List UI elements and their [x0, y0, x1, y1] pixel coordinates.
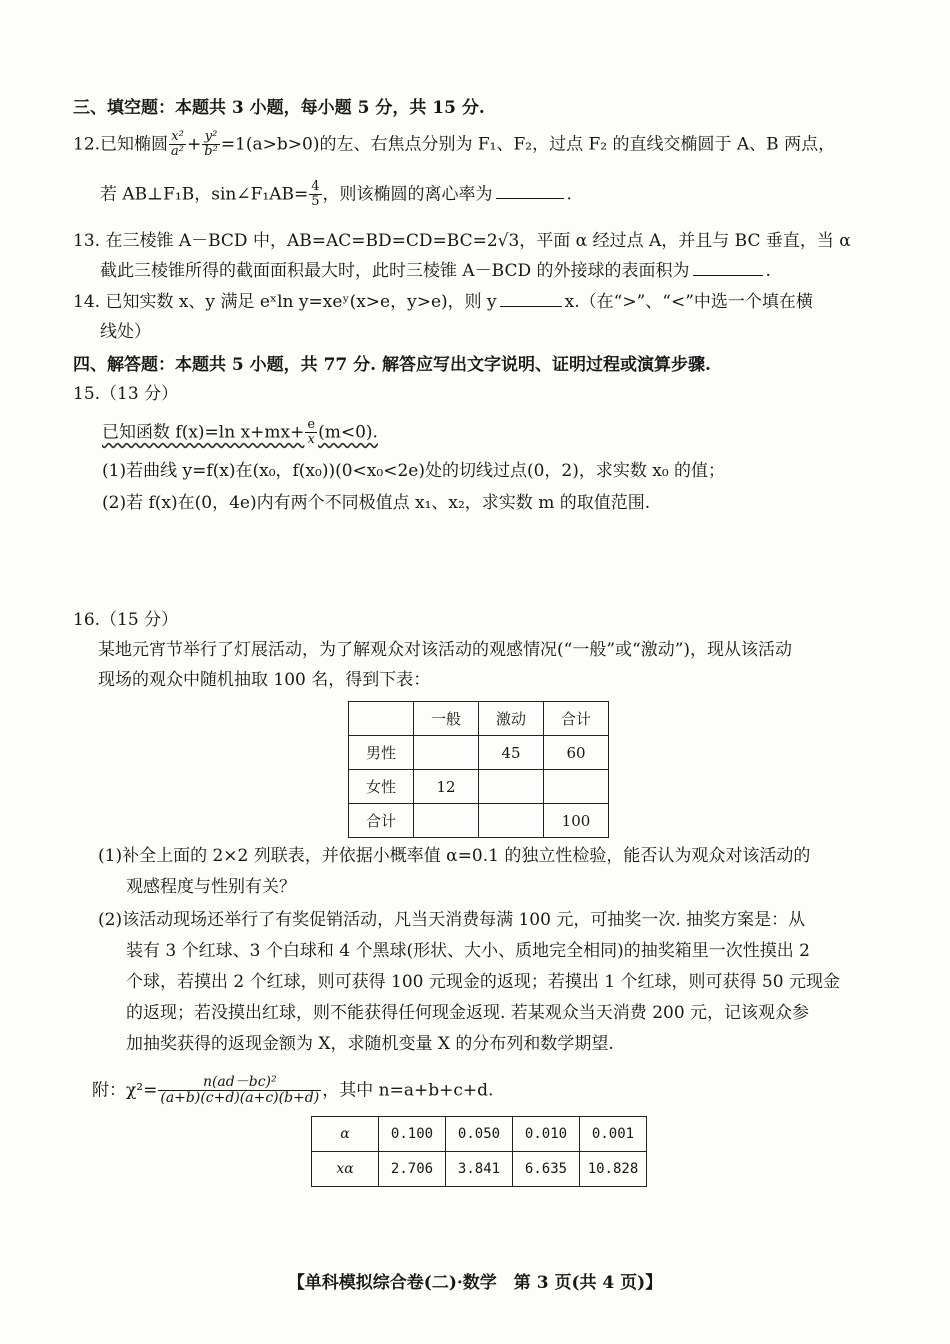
- table-row: [349, 770, 609, 804]
- q12-frac2: $\frac{\text{y²}}{\text{b²}}$: [204, 129, 218, 160]
- table-cell: 0.001: [580, 1117, 647, 1152]
- q12-pre: 已知椭圆: [100, 134, 169, 155]
- table-cell: [414, 804, 479, 838]
- table-row: [349, 702, 609, 736]
- q14-line2: 线处）: [100, 322, 151, 342]
- q13-answer-blank: [693, 261, 763, 276]
- table-cell: 一般: [414, 702, 479, 736]
- table-cell: [479, 804, 544, 838]
- chi-square-fraction: $\frac{\text{n(ad－bc)²}}{(a+b)(c+d)(a+c)(b+d)}$: [160, 1074, 320, 1107]
- table-cell: 0.100: [379, 1117, 446, 1152]
- q12-line1: 12.已知椭圆 $\frac{\text{x²}}{\text{a²}}$ + $\frac{\text{y²}}{\text{b²}}$ =1(a>b>0)的左、右焦点分别为 F₁、F₂，过点 F₂ 的直线交椭圆于 A、B 两点，: [73, 129, 836, 160]
- table-row: [312, 1117, 647, 1152]
- table-cell: [349, 702, 414, 736]
- table-cell: 60: [544, 736, 609, 770]
- q13-line1: 13. 在三棱锥 A－BCD 中，AB=AC=BD=CD=BC=2√3，平面 α 经过点 A，并且与 BC 垂直，当 α: [73, 231, 851, 251]
- table-cell: 100: [544, 804, 609, 838]
- q15-part2: (2)若 f(x)在(0，4e)内有两个不同极值点 x₁、x₂，求实数 m 的取值范围.: [102, 493, 651, 513]
- table-cell: 6.635: [513, 1152, 580, 1187]
- q15-frac: $\frac{e}{x}$: [307, 417, 316, 448]
- q16-part2-line2: 装有 3 个红球、3 个白球和 4 个黑球(形状、大小、质地完全相同)的抽奖箱里一次性摸出 2: [126, 941, 810, 961]
- q16-part2-line1: (2)该活动现场还举行了有奖促销活动，凡当天消费每满 100 元，可抽奖一次. 抽奖方案是：从: [98, 910, 806, 930]
- table-cell: 0.050: [446, 1117, 513, 1152]
- q12-line2: 若 AB⊥F₁B，sin∠F₁AB= $\frac{4}{5}$ ，则该椭圆的离心率为 .: [100, 179, 572, 210]
- q16-part2-line5: 加抽奖获得的返现金额为 X，求随机变量 X 的分布列和数学期望.: [126, 1034, 614, 1054]
- q12-number: 12.: [73, 134, 101, 155]
- q15-header: 15.（13 分）: [73, 384, 179, 404]
- q16-part1-line1: (1)补全上面的 2×2 列联表，并依据小概率值 α=0.1 的独立性检验，能否认为观众对该活动的: [98, 846, 811, 866]
- table-cell: 0.010: [513, 1117, 580, 1152]
- q12-frac1: $\frac{\text{x²}}{\text{a²}}$: [171, 129, 185, 160]
- q12-frac3: $\frac{4}{5}$: [311, 179, 320, 210]
- table-cell: 3.841: [446, 1152, 513, 1187]
- table-cell: 45: [479, 736, 544, 770]
- section-3-heading: 三、填空题：本题共 3 小题，每小题 5 分，共 15 分.: [73, 98, 485, 118]
- q15-part1: (1)若曲线 y=f(x)在(x₀，f(x₀))(0<x₀<2e)处的切线过点(0，2)，求实数 x₀ 的值；: [102, 461, 726, 481]
- q16-part2-line4: 的返现；若没摸出红球，则不能获得任何现金返现. 若某观众当天消费 200 元，记该观众参: [126, 1003, 810, 1023]
- table-cell: [544, 770, 609, 804]
- table-cell: 10.828: [580, 1152, 647, 1187]
- page-footer: 【单科模拟综合卷(二)·数学 第 3 页(共 4 页)】: [287, 1273, 663, 1293]
- table-row: [349, 804, 609, 838]
- q16-intro1: 某地元宵节举行了灯展活动，为了解观众对该活动的观感情况(“一般”或“激动”)，现从该活动: [98, 640, 793, 660]
- q16-part2-line3: 个球，若摸出 2 个红球，则可获得 100 元现金的返现；若摸出 1 个红球，则可获得 50 元现金: [126, 972, 840, 992]
- contingency-table: [348, 701, 609, 838]
- q16-intro2: 现场的观众中随机抽取 100 名，得到下表：: [98, 670, 431, 690]
- q16-header: 16.（15 分）: [73, 610, 179, 630]
- table-cell: [479, 770, 544, 804]
- q13-line2: 截此三棱锥所得的截面面积最大时，此时三棱锥 A－BCD 的外接球的表面积为 .: [100, 261, 771, 281]
- section-4-heading: 四、解答题：本题共 5 小题，共 77 分. 解答应写出文字说明、证明过程或演算步骤.: [73, 355, 711, 375]
- q16-part1-line2: 观感程度与性别有关？: [126, 877, 296, 897]
- table-row: [312, 1152, 647, 1187]
- q12-rest: =1(a>b>0)的左、右焦点分别为 F₁、F₂，过点 F₂ 的直线交椭圆于 A、B 两点，: [220, 134, 836, 155]
- table-cell: α: [312, 1117, 379, 1152]
- table-row: [349, 736, 609, 770]
- table-cell: xα: [312, 1152, 379, 1187]
- table-cell: 合计: [544, 702, 609, 736]
- table-cell: 2.706: [379, 1152, 446, 1187]
- table-cell: 女性: [349, 770, 414, 804]
- table-cell: 12: [414, 770, 479, 804]
- q12-answer-blank: [496, 184, 564, 199]
- table-cell: 激动: [479, 702, 544, 736]
- table-cell: 男性: [349, 736, 414, 770]
- q14-line1: 14. 已知实数 x、y 满足 eˣln y=xeʸ(x>e，y>e)，则 y x.（在“>”、“<”中选一个填在横: [73, 292, 813, 312]
- critical-value-table: [311, 1116, 647, 1187]
- q14-answer-blank: [500, 292, 562, 307]
- table-cell: [414, 736, 479, 770]
- appendix-formula: 附：χ²= $\frac{\text{n(ad－bc)²}}{(a+b)(c+d)(a+c)(b+d)}$ ，其中 n=a+b+c+d.: [92, 1074, 494, 1107]
- q15-given: 已知函数 f(x)=ln x+mx+ $\frac{e}{x}$ (m<0).: [102, 417, 378, 448]
- table-cell: 合计: [349, 804, 414, 838]
